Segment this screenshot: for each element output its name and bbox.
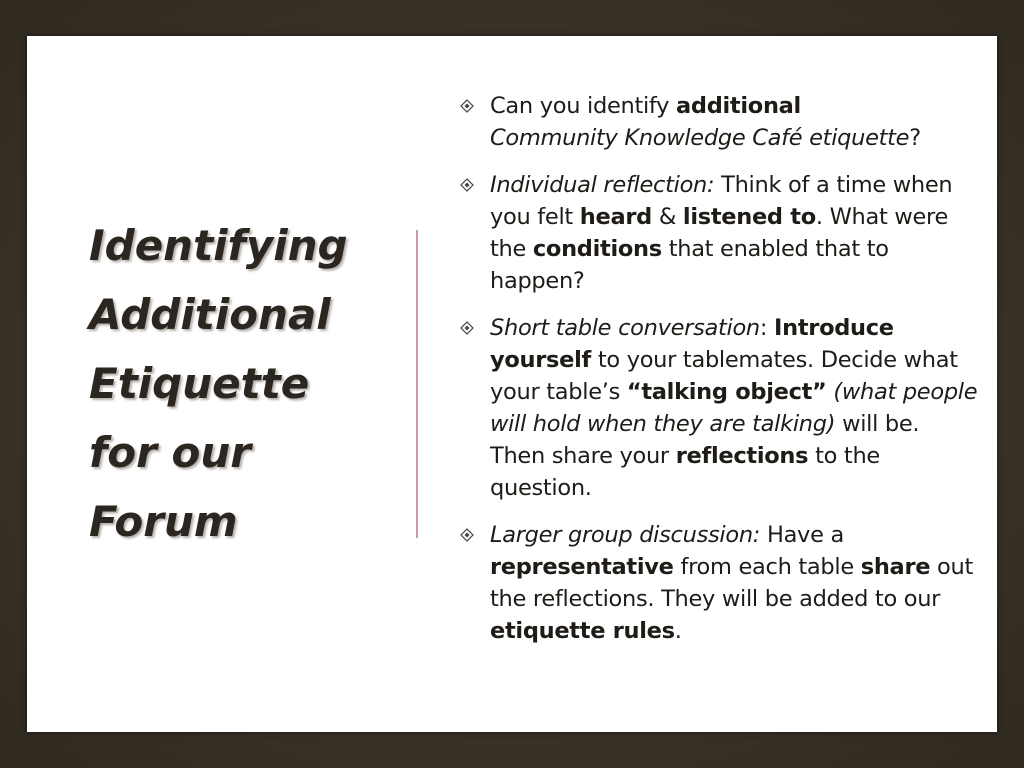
title-line: Identifying <box>89 221 348 270</box>
title-line: Additional <box>89 290 331 339</box>
bullet-text-bold: conditions <box>532 236 662 262</box>
bullet-text: Think of a time when you felt <box>490 172 953 230</box>
bullet-text: out the reflections. They will be added to our <box>490 554 974 612</box>
bullet-text: from each table <box>673 554 861 580</box>
bullet-text-bold: representative <box>490 554 674 580</box>
bullet-text-italic: Community Knowledge Café etiquette <box>490 125 910 151</box>
bullet-text-italic: (what people will hold when they are talking) <box>490 379 978 437</box>
bullet-text-bold: listened to <box>682 204 816 230</box>
bullet-text: that enabled that to happen? <box>490 236 889 294</box>
bullet-text: . <box>674 618 682 644</box>
bullet-list <box>459 90 979 662</box>
bullet-text: & <box>651 204 683 230</box>
title-line: for our <box>89 428 251 477</box>
bullet-text-italic: Individual reflection: <box>490 172 715 198</box>
bullet-text-bold: heard <box>579 204 652 230</box>
bullet-text-bold: reflections <box>675 443 809 469</box>
bullet-text-bold: additional <box>676 93 801 119</box>
bullet-text-bold: etiquette rules <box>490 618 675 644</box>
slide <box>27 36 997 732</box>
bullet-text: ? <box>909 125 921 151</box>
vertical-divider <box>416 230 418 538</box>
bullet-text: to the question. <box>490 443 880 501</box>
diamond-bullet-icon <box>460 321 474 335</box>
bullet-text: : <box>759 315 775 341</box>
bullet-item-group-discussion <box>459 519 979 647</box>
bullet-text-italic: Short table conversation <box>490 315 760 341</box>
bullet-text-bold: “talking object” <box>626 379 827 405</box>
bullet-text: Can you identify <box>490 93 677 119</box>
bullet-text: will be. Then share your <box>490 411 920 469</box>
bullet-item-individual-reflection <box>459 169 979 297</box>
diamond-bullet-icon <box>460 178 474 192</box>
bullet-text: Have a <box>760 522 844 548</box>
bullet-item-table-conversation <box>459 312 979 504</box>
diamond-bullet-icon <box>460 99 474 113</box>
diamond-bullet-icon <box>460 528 474 542</box>
slide-title <box>89 211 389 556</box>
bullet-text-italic: Larger group discussion: <box>490 522 761 548</box>
bullet-item-additional-etiquette <box>459 90 979 154</box>
bullet-text: . What were the <box>490 204 949 262</box>
bullet-text-bold: share <box>860 554 931 580</box>
title-line: Etiquette <box>89 359 310 408</box>
bullet-text-bold: Introduce yourself <box>490 315 894 373</box>
title-line: Forum <box>89 497 238 546</box>
bullet-text: to your tablemates. Decide what your table’s <box>490 347 958 405</box>
